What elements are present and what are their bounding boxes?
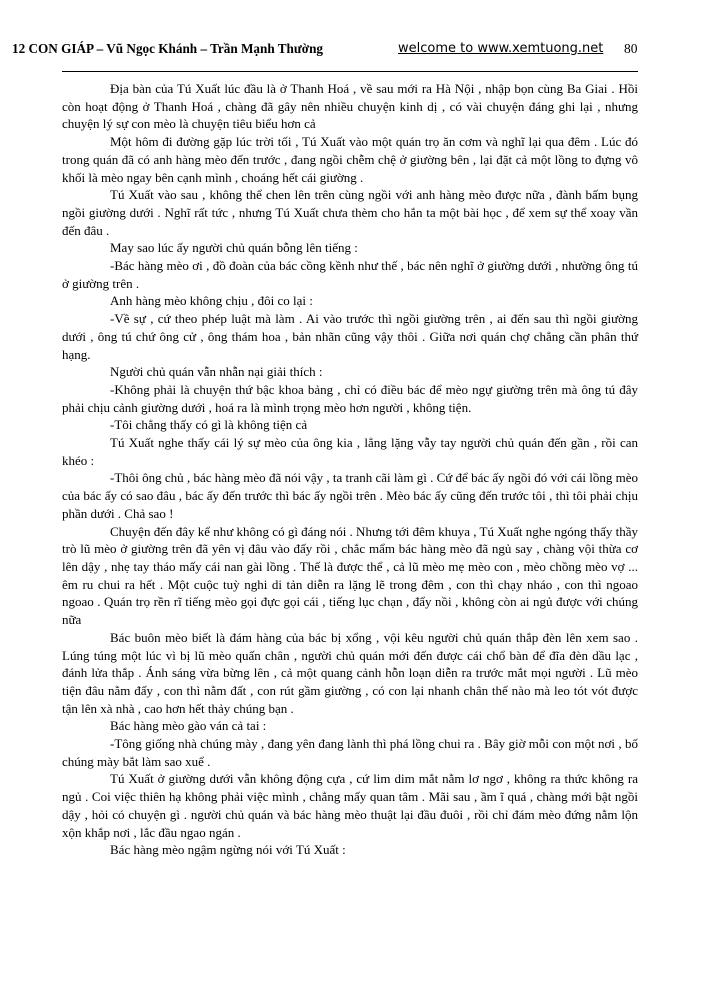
book-title: 12 CON GIÁP – Vũ Ngọc Khánh – Trần Mạnh Thường: [12, 41, 324, 56]
paragraph: Bác hàng mèo gào ván cả tai :: [110, 718, 267, 734]
paragraph: Tú Xuất ở giường dưới vẫn không động cựa , cứ lim dim mắt nằm lơ ngơ , không ra thức không ra ngủ . Coi việc thiên hạ không phải việc mình , chẳng mấy quan tâm . Mãi sau , ầm ĩ quá , chàng mới bật ngồi dậy , hỏi có chuyện gì . người chủ quán và bác hàng mèo thuật lại đầu đuôi , rồi chỉ đám mèo đứng nằm lộn xộn khắp nơi , lắc đầu ngao ngán .: [62, 771, 638, 840]
paragraph: -Không phải là chuyện thứ bậc khoa bảng , chỉ có điều bác để mèo ngự giường trên mà ông tú đây phải chịu cảnh giường dưới , hoá ra là mình trọng mèo hơn người , không tiện.: [62, 381, 638, 415]
paragraph: Chuyện đến đây kể như không có gì đáng nói . Nhưng tới đêm khuya , Tú Xuất nghe ngóng thấy thầy trò lũ mèo ở giường trên đã yên vị đâu vào đấy rồi , chắc mẩm bác hàng mèo đã ngủ say , chàng vội thừa cơ lên dậy , nhẹ tay tháo mấy cái nan gài lồng . Thế là được thể , cả lũ mèo mẹ mèo con , mèo chồng mèo vợ ... êm ru chui ra hết . Một cuộc tuỳ nghi di tản diễn ra lặng lẽ trong đêm , con thì chạy nháo , con thì ngoao ngoao . Quán trọ rền rĩ tiếng mèo gọi đực gọi cái , tiếng lục chạn , đẩy nồi , không còn ai ngủ được với chúng nữa: [62, 523, 639, 628]
paragraph: -Thôi ông chủ , bác hàng mèo đã nói vậy , ta tranh cãi làm gì . Cứ để bác ấy ngồi đó với cái lồng mèo của bác ấy có sao đâu , bác ấy đến trước thì bác ấy ngồi trên . Mèo bác ấy cũng đến trước tôi , thì tôi phải chịu phần dưới . Chả sao !: [62, 470, 638, 521]
page-number: 80: [624, 41, 638, 56]
website-link[interactable]: welcome to www.xemtuong.net: [398, 41, 604, 56]
page-header: [12, 41, 640, 61]
paragraph: -Tông giống nhà chúng mày , đang yên đang lành thì phá lồng chui ra . Bây giờ mỗi con một nơi , bố chúng mày bắt làm sao xuể .: [62, 736, 638, 769]
paragraph: May sao lúc ấy người chủ quán bỗng lên tiếng :: [110, 240, 358, 256]
paragraph: -Tôi chẳng thấy có gì là không tiện cả: [110, 417, 308, 433]
paragraph: Anh hàng mèo không chịu , đôi co lại :: [110, 293, 313, 309]
paragraph: -Về sự , cứ theo phép luật mà làm . Ai vào trước thì ngồi giường trên , ai đến sau thì ngồi giường dưới , ông tú chứ ông cử , ông thám hoa , bản nhãn cũng vậy thôi . Giữa nơi quán chợ chẳng cần phân thứ hạng.: [62, 311, 638, 362]
paragraph: Tú Xuất vào sau , không thể chen lên trên cùng ngồi với anh hàng mèo được nữa , đành bấm bụng ngồi giường dưới . Nghĩ rất tức , nhưng Tú Xuất chưa thèm cho hắn ta một bài học , để xem sự thể xoay vần đến đâu .: [62, 187, 638, 238]
body-text: [62, 80, 638, 859]
paragraph: Bác hàng mèo ngậm ngừng nói với Tú Xuất :: [110, 842, 346, 858]
paragraph: -Bác hàng mèo ơi , đồ đoàn của bác cồng kềnh như thế , bác nên nghĩ ở giường dưới , nhường ông tú ở giường trên .: [62, 258, 638, 291]
paragraph: Người chủ quán vẫn nhẫn nại giải thích :: [110, 364, 323, 380]
paragraph: Địa bàn của Tú Xuất lúc đầu là ở Thanh Hoá , về sau mới ra Hà Nội , nhập bọn cùng Ba Giai . Hồi còn hoạt động ở Thanh Hoá , chàng đã gây nên nhiều chuyện kinh dị , có vài chuyện đáng ghi lại , nhưng chuyện lý sự con mèo là chuyện tiêu biểu hơn cả: [62, 81, 638, 132]
paragraph: Bác buôn mèo biết là đám hàng của bác bị xổng , vội kêu người chủ quán thắp đèn lên xem sao . Lúng túng một lúc vì bị lũ mèo quấn chân , người chủ quán mới đến được cái chổ bàn để đĩa đèn dầu lạc , đánh lửa thắp . Ánh sáng vừa bừng lên , cả một quang cảnh hỗn loạn diễn ra trước mắt mọi người . Lũ mèo tiện đâu nằm đấy , con thì nằm đất , con rút gầm giường , có con lại nhanh chân thế nào mà leo tót vót được tận lên xà nhà , cao hơn hết thảy chúng bạn .: [62, 629, 638, 716]
header-divider: [62, 71, 638, 72]
paragraph: Một hôm đi đường gặp lúc trời tối , Tú Xuất vào một quán trọ ăn cơm và nghĩ lại qua đêm . Lúc đó trong quán đã có anh hàng mèo đến trước , đang ngồi chễm chệ ở giường bên , lại đặt cả một lồng to đựng vô khối là mèo ngay bên cạnh mình , choáng hết cái giường .: [62, 134, 638, 185]
paragraph: Tú Xuất nghe thấy cái lý sự mèo của ông kia , lẳng lặng vẫy tay người chủ quán đến gần , rồi can khéo :: [62, 435, 638, 468]
